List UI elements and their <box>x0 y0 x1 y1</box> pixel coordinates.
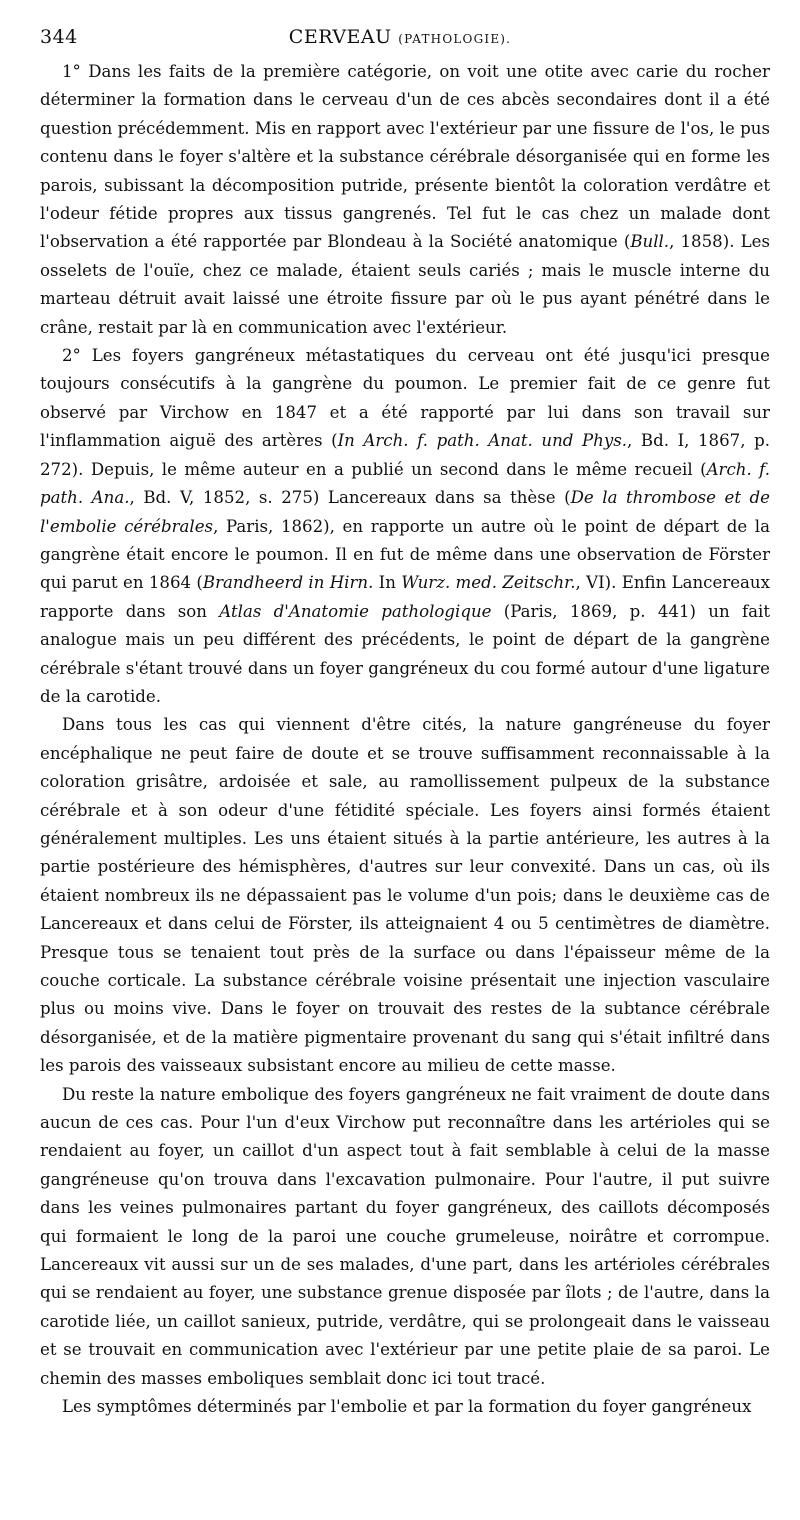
running-title <box>110 26 770 48</box>
paragraph-text: Dans tous les cas qui viennent d'être cités, la nature gangréneuse du foyer encéphalique ne peut faire de doute et se trouve suffisamment reconnaissable à la coloration grisâtre, ardoisée et sale, au ramollissement pulpeux de la substance cérébrale et à son odeur d'une fétidité spéciale. Les foyers ainsi formés étaient généralement multiples. Les uns étaient situés à la partie antérieure, les autres à la partie postérieure des hémisphères, d'autres sur leur convexité. Dans un cas, où ils étaient nombreux ils ne dépassaient pas le volume d'un pois; dans le deuxième cas de Lancereaux et dans celui de Förster, ils atteignaient 4 ou 5 centimètres de diamètre. Presque tous se tenaient tout près de la surface ou dans l'épaisseur même de la couche corticale. La substance cérébrale voisine présentait une injection vasculaire plus ou moins vive. Dans le foyer on trouvait des restes de la subtance cérébrale désorganisée, et de la matière pigmentaire provenant du sang qui s'était infiltré dans les parois des vaisseaux subsistant encore au milieu de cette masse. <box>40 715 770 1076</box>
page-body <box>40 58 770 1422</box>
paragraph <box>40 1393 770 1421</box>
citation-text: Bull. <box>630 232 670 252</box>
paragraph <box>40 1081 770 1393</box>
paragraph-text: , 1858). Les osselets de l'ouïe, chez ce malade, étaient seuls cariés ; mais le muscle interne du marteau détruit avait laissé une étroite fissure par où le pus ayant pénétré dans le crâne, restait par là en communication avec l'extérieur. <box>40 232 770 337</box>
citation-text: Arch. f. path. Ana. <box>40 459 770 508</box>
citation-text: Atlas d'Anatomie pathologique <box>219 601 492 621</box>
paragraph-text: (Paris, 1869, p. 441) un fait analogue mais un peu différent des précédents, le point de départ de la gangrène cérébrale s'étant trouvé dans un foyer gangréneux du cou formé autour d'une ligature de la carotide. <box>40 601 770 706</box>
paragraph <box>40 58 770 342</box>
citation-text: In Arch. f. path. Anat. und Phys. <box>337 431 628 451</box>
running-title-main: CERVEAU <box>288 26 392 48</box>
paragraph-text: 2° Les foyers gangréneux métastatiques du cerveau ont été jusqu'ici presque toujours consécutifs à la gangrène du poumon. Le premier fait de ce genre fut observé par Virchow en 1847 et a été rapporté par lui dans son travail sur l'inflammation aiguë des artères ( <box>40 346 770 451</box>
paragraph-text: 1° Dans les faits de la première catégorie, on voit une otite avec carie du rocher déterminer la formation dans le cerveau d'un de ces abcès secondaires dont il a été question précédemment. Mis en rapport avec l'extérieur par une fissure de l'os, le pus contenu dans le foyer s'altère et la substance cérébrale désorganisée qui en forme les parois, subissant la décomposition putride, présente bientôt la coloration verdâtre et l'odeur fétide propres aux tissus gangrenés. Tel fut le cas chez un malade dont l'observation a été rapportée par Blondeau à la Société anatomique ( <box>40 62 770 252</box>
citation-text: Brandheerd in Hirn. <box>202 573 374 593</box>
paragraph-text: Du reste la nature embolique des foyers gangréneux ne fait vraiment de doute dans aucun de ces cas. Pour l'un d'eux Virchow put reconnaître dans les artérioles qui se rendaient au foyer, un caillot d'un aspect tout à fait semblable à celui de la masse gangréneuse qu'on trouva dans l'excavation pulmonaire. Pour l'autre, il put suivre dans les veines pulmonaires partant du foyer gangréneux, des caillots décomposés qui formaient le long de la paroi une couche grumeleuse, noirâtre et corrompue. Lancereaux vit aussi sur un de ses malades, d'une part, dans les artérioles cérébrales qui se rendaient au foyer, une substance grenue disposée par îlots ; de l'autre, dans la carotide liée, un caillot sanieux, putride, verdâtre, qui se prolongeait dans le vaisseau et se trouvait en communication avec l'extérieur par une petite plaie de sa paroi. Le chemin des masses emboliques semblait donc ici tout tracé. <box>40 1084 770 1388</box>
page-number: 344 <box>40 26 78 48</box>
paragraph <box>40 711 770 1080</box>
citation-text: Wurz. med. Zeitschr. <box>401 573 576 593</box>
running-title-sub: (PATHOLOGIE). <box>398 32 512 46</box>
paragraph-text: Les symptômes déterminés par l'embolie et par la formation du foyer gangréneux <box>62 1397 752 1417</box>
paragraph <box>40 342 770 711</box>
running-head <box>40 26 770 58</box>
paragraph-text: , Bd. I, 1867, p. 272). Depuis, le même auteur en a publié un second dans le même recueil ( <box>40 431 770 479</box>
paragraph-text: , VI). Enfin Lancereaux rapporte dans son <box>40 573 770 621</box>
citation-text: De la thrombose et de l'embolie cérébrales <box>40 488 770 536</box>
paragraph-text: In <box>373 573 402 593</box>
paragraph-text: , Paris, 1862), en rapporte un autre où le point de départ de la gangrène était encore le poumon. Il en fut de même dans une observation de Förster qui parut en 1864 ( <box>40 516 770 593</box>
paragraph-text: , Bd. V, 1852, s. 275) Lancereaux dans sa thèse ( <box>129 488 571 508</box>
